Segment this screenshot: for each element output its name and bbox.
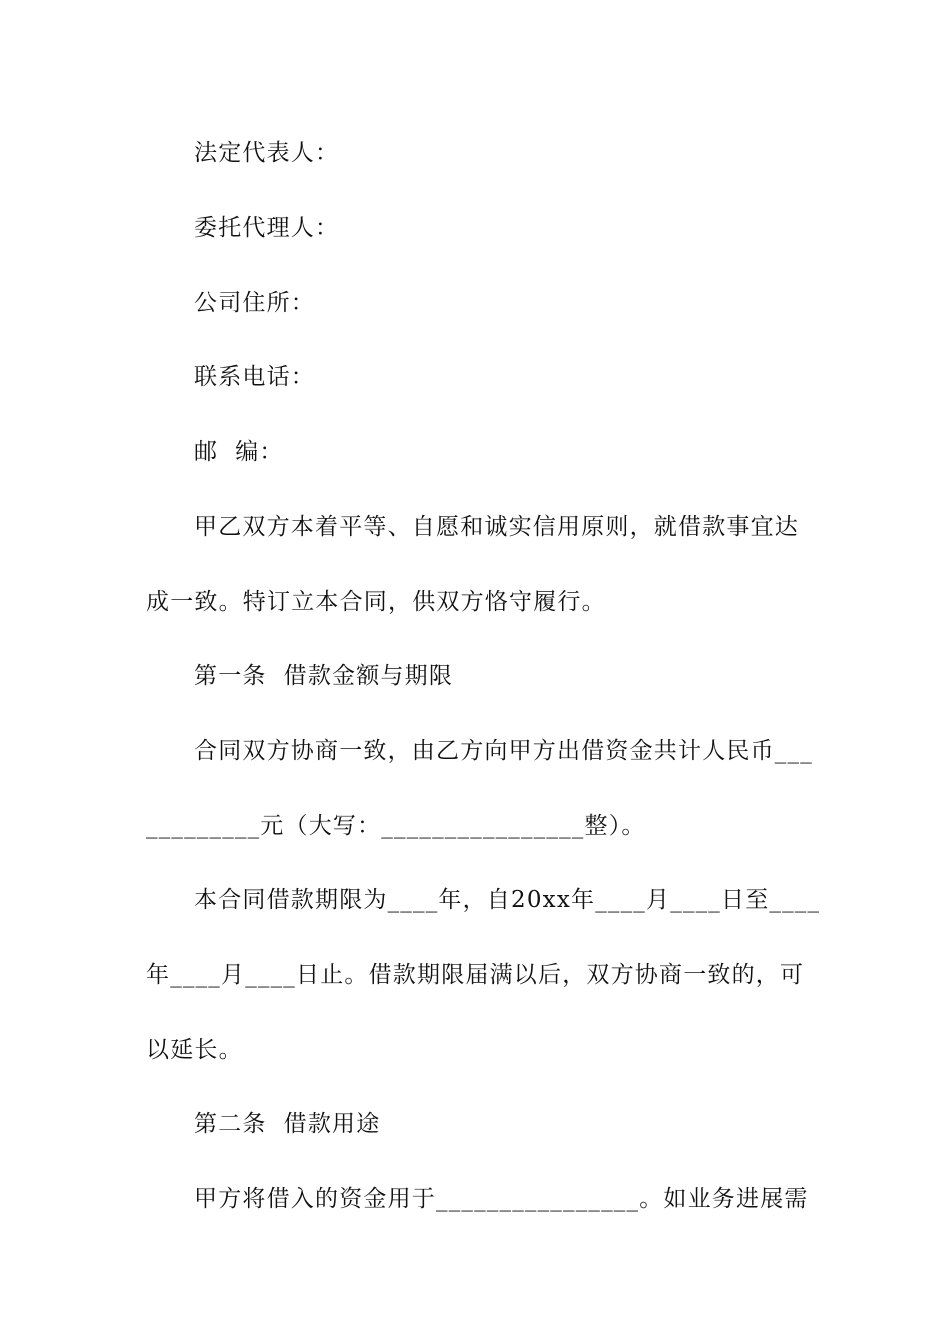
paragraph-line: _________元（大写：________________整）。 — [146, 813, 646, 839]
paragraph-line: 成一致。特订立本合同，供双方恪守履行。 — [146, 589, 606, 615]
paragraph-line: 甲乙双方本着平等、自愿和诚实信用原则，就借款事宜达 — [194, 514, 799, 540]
authorized-agent-label: 委托代理人： — [194, 215, 340, 241]
paragraph-line: 合同双方协商一致，由乙方向甲方出借资金共计人民币___ — [194, 738, 813, 764]
article-heading: 第二条 借款用途 — [194, 1111, 381, 1137]
company-address-label: 公司住所： — [194, 290, 315, 316]
paragraph-line: 甲方将借入的资金用于________________。如业务进展需 — [194, 1186, 809, 1212]
postal-code-label: 邮 编： — [194, 439, 284, 465]
article-heading: 第一条 借款金额与期限 — [194, 663, 454, 689]
paragraph-line: 以延长。 — [146, 1037, 243, 1063]
paragraph-line: 年____月____日止。借款期限届满以后，双方协商一致的，可 — [146, 962, 805, 988]
legal-representative-label: 法定代表人： — [194, 140, 340, 166]
contact-phone-label: 联系电话： — [194, 364, 315, 390]
paragraph-line: 本合同借款期限为____年，自20xx年____月____日至____ — [194, 887, 821, 913]
